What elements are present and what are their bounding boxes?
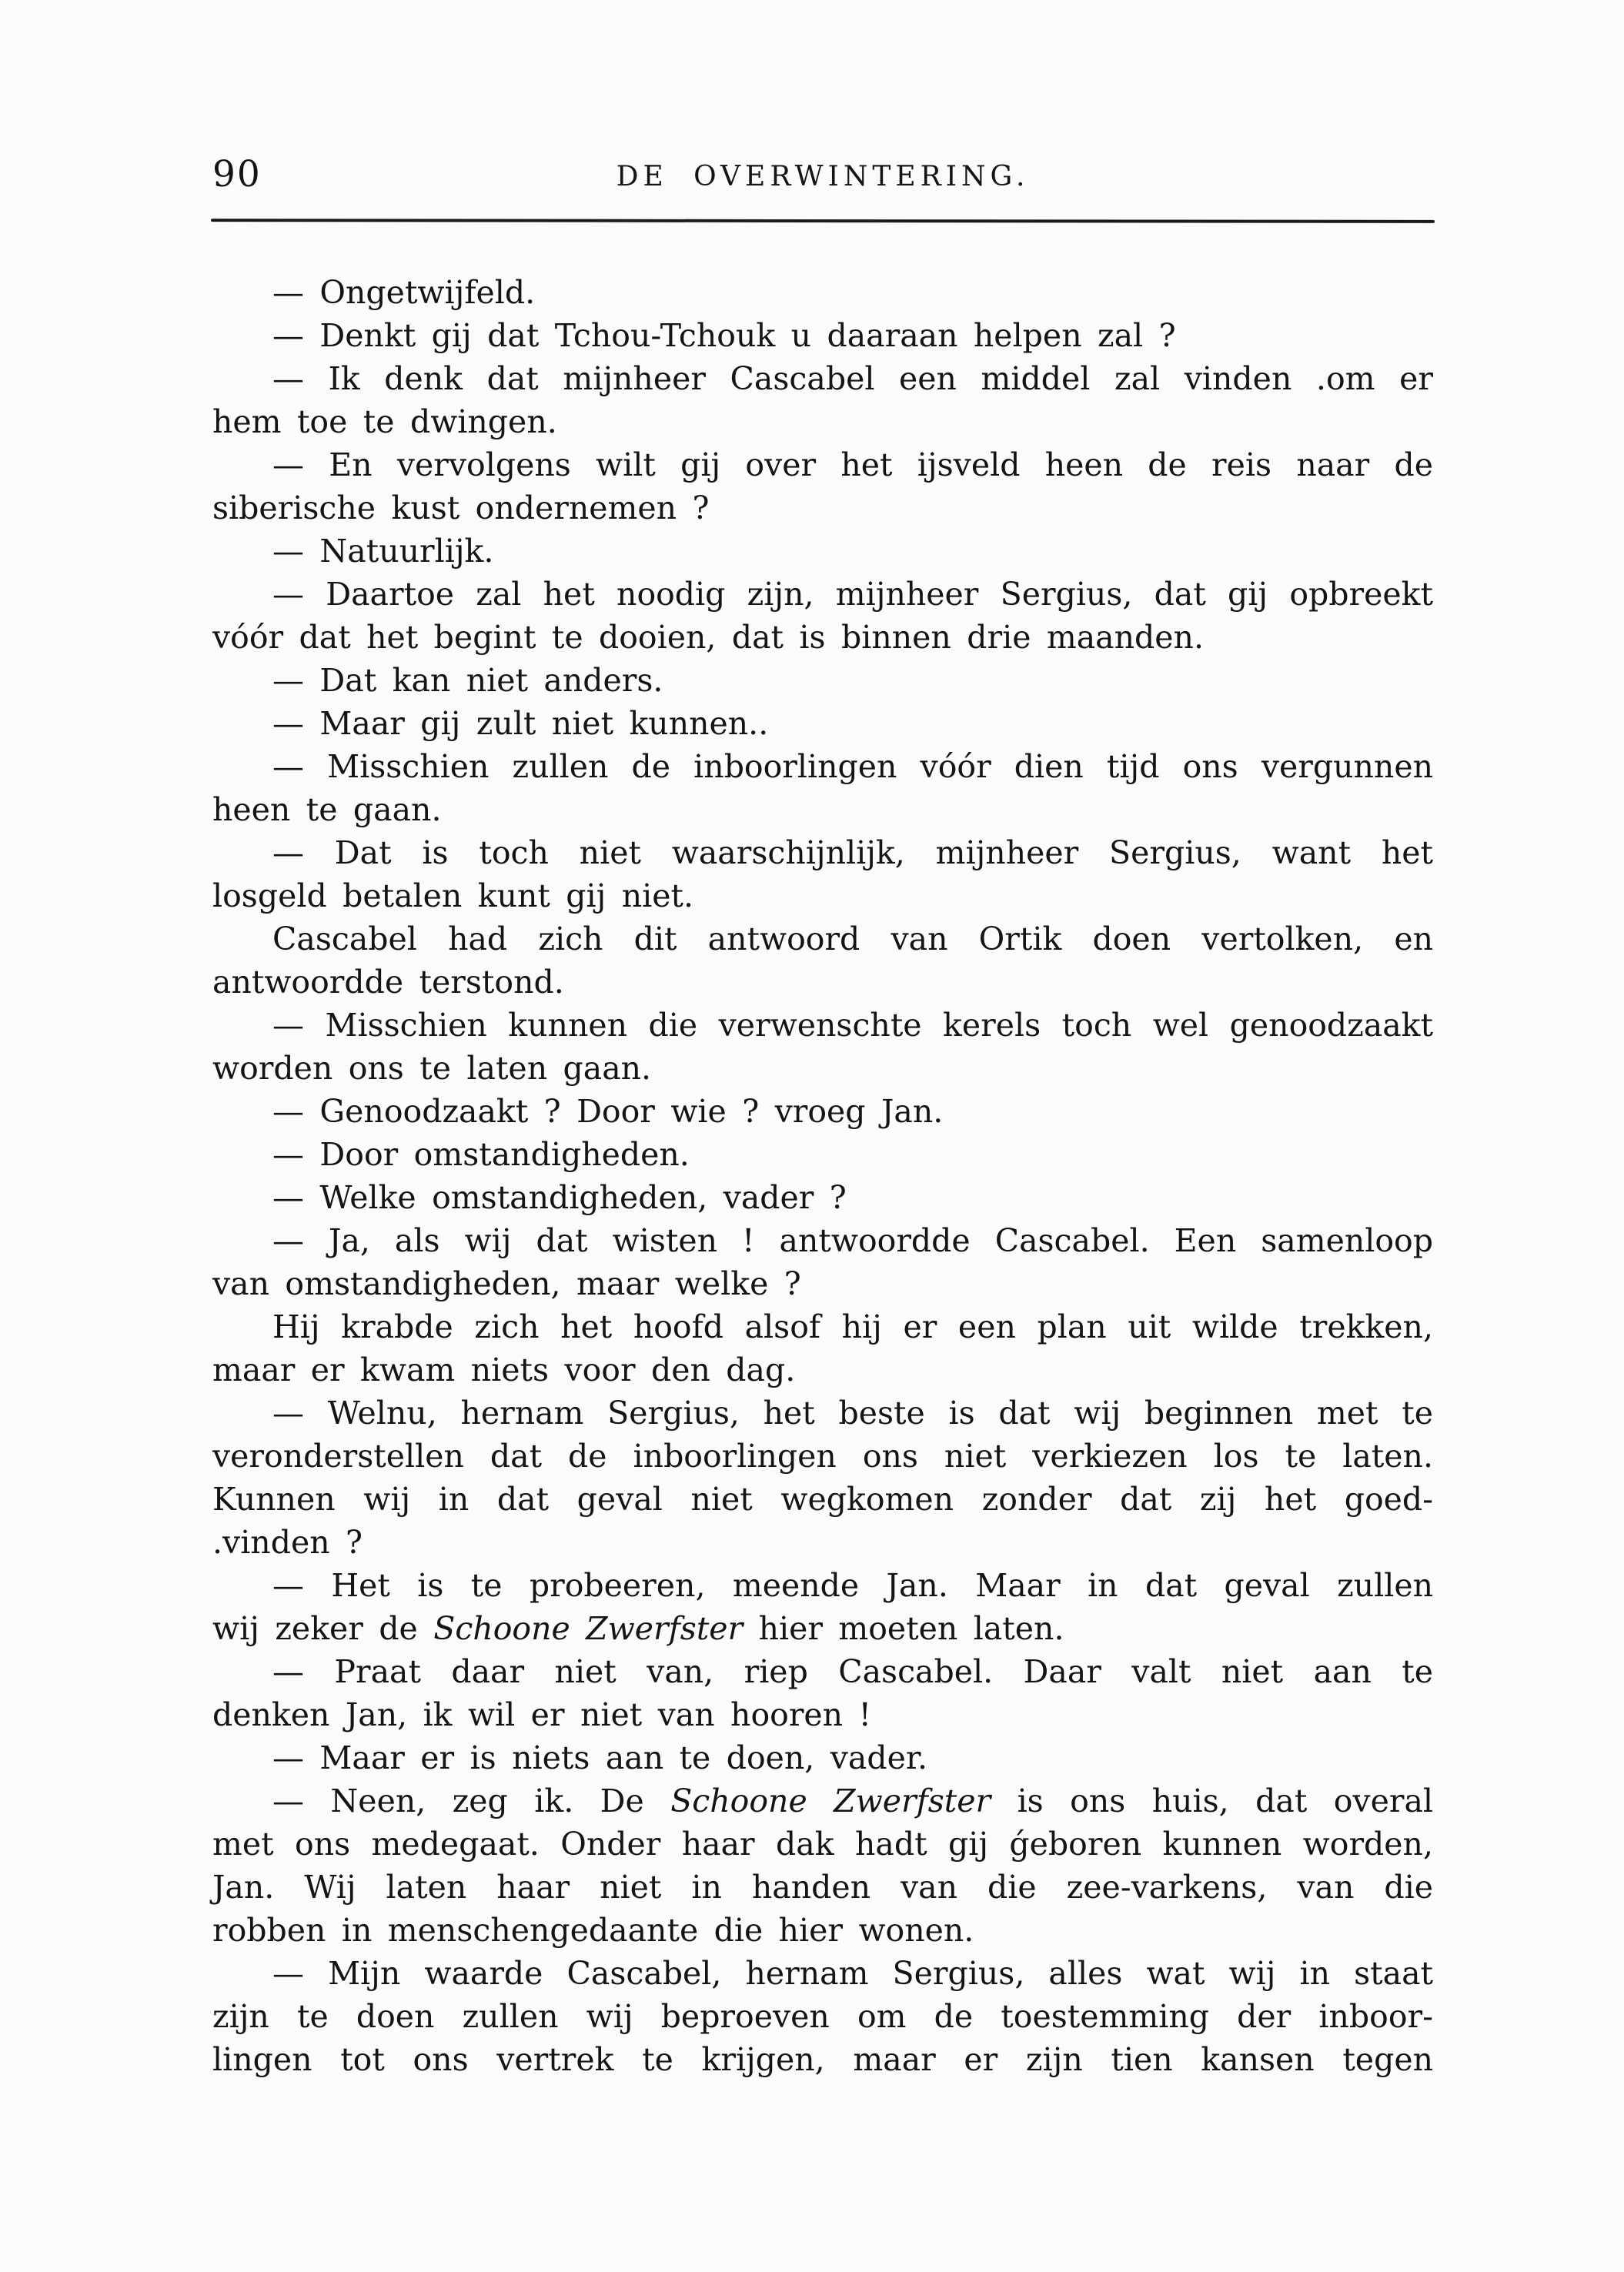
text-segment: denken Jan, ik wil er niet van hooren ! xyxy=(212,1696,871,1733)
text-line xyxy=(212,530,1433,573)
text-line xyxy=(212,1348,1433,1392)
text-line xyxy=(212,1090,1433,1133)
text-line xyxy=(212,1047,1433,1090)
text-line xyxy=(212,1133,1433,1176)
text-segment: maar er kwam niets voor den dag. xyxy=(212,1352,796,1388)
text-segment: Cascabel had zich dit antwoord van Ortik doen vertolken, en xyxy=(272,920,1433,957)
text-segment: Jan. Wij laten haar niet in handen van die zee-varkens, van die xyxy=(212,1869,1433,1906)
text-line xyxy=(212,573,1433,616)
text-line xyxy=(212,486,1433,530)
text-line xyxy=(212,1478,1433,1521)
running-header-title: DE OVERWINTERING. xyxy=(616,161,1030,192)
text-segment: losgeld betalen kunt gij niet. xyxy=(212,877,694,914)
text-segment: — Ja, als wij dat wisten ! antwoordde Cascabel. Een samenloop xyxy=(272,1222,1433,1259)
text-segment: hier moeten laten. xyxy=(743,1610,1064,1647)
text-line xyxy=(212,917,1433,961)
italic-text: Schoone Zwerfster xyxy=(433,1610,743,1647)
text-line xyxy=(212,1952,1433,1995)
text-segment: Kunnen wij in dat geval niet wegkomen zonder dat zij het goed- xyxy=(212,1481,1433,1518)
text-segment: met ons medegaat. Onder haar dak hadt gij ǵeboren kunnen worden, xyxy=(212,1826,1433,1863)
text-segment: — Maar gij zult niet kunnen.. xyxy=(272,705,769,742)
text-segment: — Dat kan niet anders. xyxy=(272,662,663,699)
text-line xyxy=(212,357,1433,400)
text-line xyxy=(212,2038,1433,2081)
text-line xyxy=(212,1779,1433,1823)
text-line xyxy=(212,314,1433,357)
text-segment: — Ik denk dat mijnheer Cascabel een middel zal vinden .om er xyxy=(272,360,1433,397)
text-line xyxy=(212,1693,1433,1736)
text-line xyxy=(212,271,1433,314)
text-line xyxy=(212,745,1433,788)
text-segment: — Neen, zeg ik. De xyxy=(272,1783,671,1819)
text-line xyxy=(212,1435,1433,1478)
text-segment: heen te gaan. xyxy=(212,791,442,828)
text-line xyxy=(212,1823,1433,1866)
text-segment: — Door omstandigheden. xyxy=(272,1136,690,1173)
text-segment: hem toe te dwingen. xyxy=(212,403,557,440)
text-segment: — Welnu, hernam Sergius, het beste is dat wij beginnen met te xyxy=(272,1395,1433,1432)
text-segment: — Misschien kunnen die verwenschte kerels toch wel genoodzaakt xyxy=(272,1007,1433,1044)
text-line xyxy=(212,1521,1433,1564)
text-line xyxy=(212,1909,1433,1952)
text-segment: lingen tot ons vertrek te krijgen, maar er zijn tien kansen tegen xyxy=(212,2041,1433,2078)
text-line xyxy=(212,1650,1433,1693)
text-line xyxy=(212,702,1433,745)
text-segment: zijn te doen zullen wij beproeven om de toestemming der inboor- xyxy=(212,1998,1433,2035)
text-line xyxy=(212,1004,1433,1047)
text-segment: — Het is te probeeren, meende Jan. Maar in dat geval zullen xyxy=(272,1567,1433,1604)
text-segment: — Maar er is niets aan te doen, vader. xyxy=(272,1739,927,1776)
text-segment: — Genoodzaakt ? Door wie ? vroeg Jan. xyxy=(272,1093,944,1130)
text-segment: siberische kust ondernemen ? xyxy=(212,489,710,526)
page-number: 90 xyxy=(212,153,262,195)
text-line xyxy=(212,1305,1433,1348)
text-segment: .vinden ? xyxy=(212,1524,363,1561)
text-line xyxy=(212,400,1433,443)
text-segment: — Dat is toch niet waarschijnlijk, mijnheer Sergius, want het xyxy=(272,834,1433,871)
text-segment: vóór dat het begint te dooien, dat is binnen drie maanden. xyxy=(212,619,1204,656)
text-line xyxy=(212,1564,1433,1607)
text-line xyxy=(212,616,1433,659)
text-line xyxy=(212,1736,1433,1779)
text-line xyxy=(212,831,1433,874)
text-line xyxy=(212,1219,1433,1262)
text-segment: is ons huis, dat overal xyxy=(991,1783,1433,1819)
text-line xyxy=(212,961,1433,1004)
text-segment: — Misschien zullen de inboorlingen vóór dien tijd ons vergunnen xyxy=(272,748,1433,785)
text-line xyxy=(212,443,1433,486)
text-segment: — Daartoe zal het noodig zijn, mijnheer Sergius, dat gij opbreekt xyxy=(272,576,1433,613)
text-line xyxy=(212,874,1433,917)
text-segment: veronderstellen dat de inboorlingen ons niet verkiezen los te laten. xyxy=(212,1438,1433,1475)
text-segment: van omstandigheden, maar welke ? xyxy=(212,1265,801,1302)
text-line xyxy=(212,659,1433,702)
text-line xyxy=(212,788,1433,831)
text-segment: — Natuurlijk. xyxy=(272,533,494,570)
body-text xyxy=(212,271,1433,2081)
text-line xyxy=(212,1995,1433,2038)
text-line xyxy=(212,1262,1433,1305)
text-line xyxy=(212,1607,1433,1650)
italic-text: Schoone Zwerfster xyxy=(670,1783,991,1819)
text-segment: — Mijn waarde Cascabel, hernam Sergius, alles wat wij in staat xyxy=(272,1955,1433,1992)
text-segment: — En vervolgens wilt gij over het ijsveld heen de reis naar de xyxy=(272,446,1433,483)
text-segment: wij zeker de xyxy=(212,1610,434,1647)
text-line xyxy=(212,1392,1433,1435)
text-segment: — Denkt gij dat Tchou-Tchouk u daaraan helpen zal ? xyxy=(272,317,1176,354)
text-segment: Hij krabde zich het hoofd alsof hij er een plan uit wilde trekken, xyxy=(272,1308,1433,1345)
text-segment: antwoordde terstond. xyxy=(212,964,564,1001)
text-segment: robben in menschengedaante die hier wonen. xyxy=(212,1912,974,1949)
text-segment: worden ons te laten gaan. xyxy=(212,1050,652,1087)
text-line xyxy=(212,1866,1433,1909)
header-rule xyxy=(211,219,1435,223)
text-segment: — Ongetwijfeld. xyxy=(272,274,536,311)
text-segment: — Welke omstandigheden, vader ? xyxy=(272,1179,847,1216)
text-line xyxy=(212,1176,1433,1219)
text-segment: — Praat daar niet van, riep Cascabel. Daar valt niet aan te xyxy=(272,1653,1433,1690)
